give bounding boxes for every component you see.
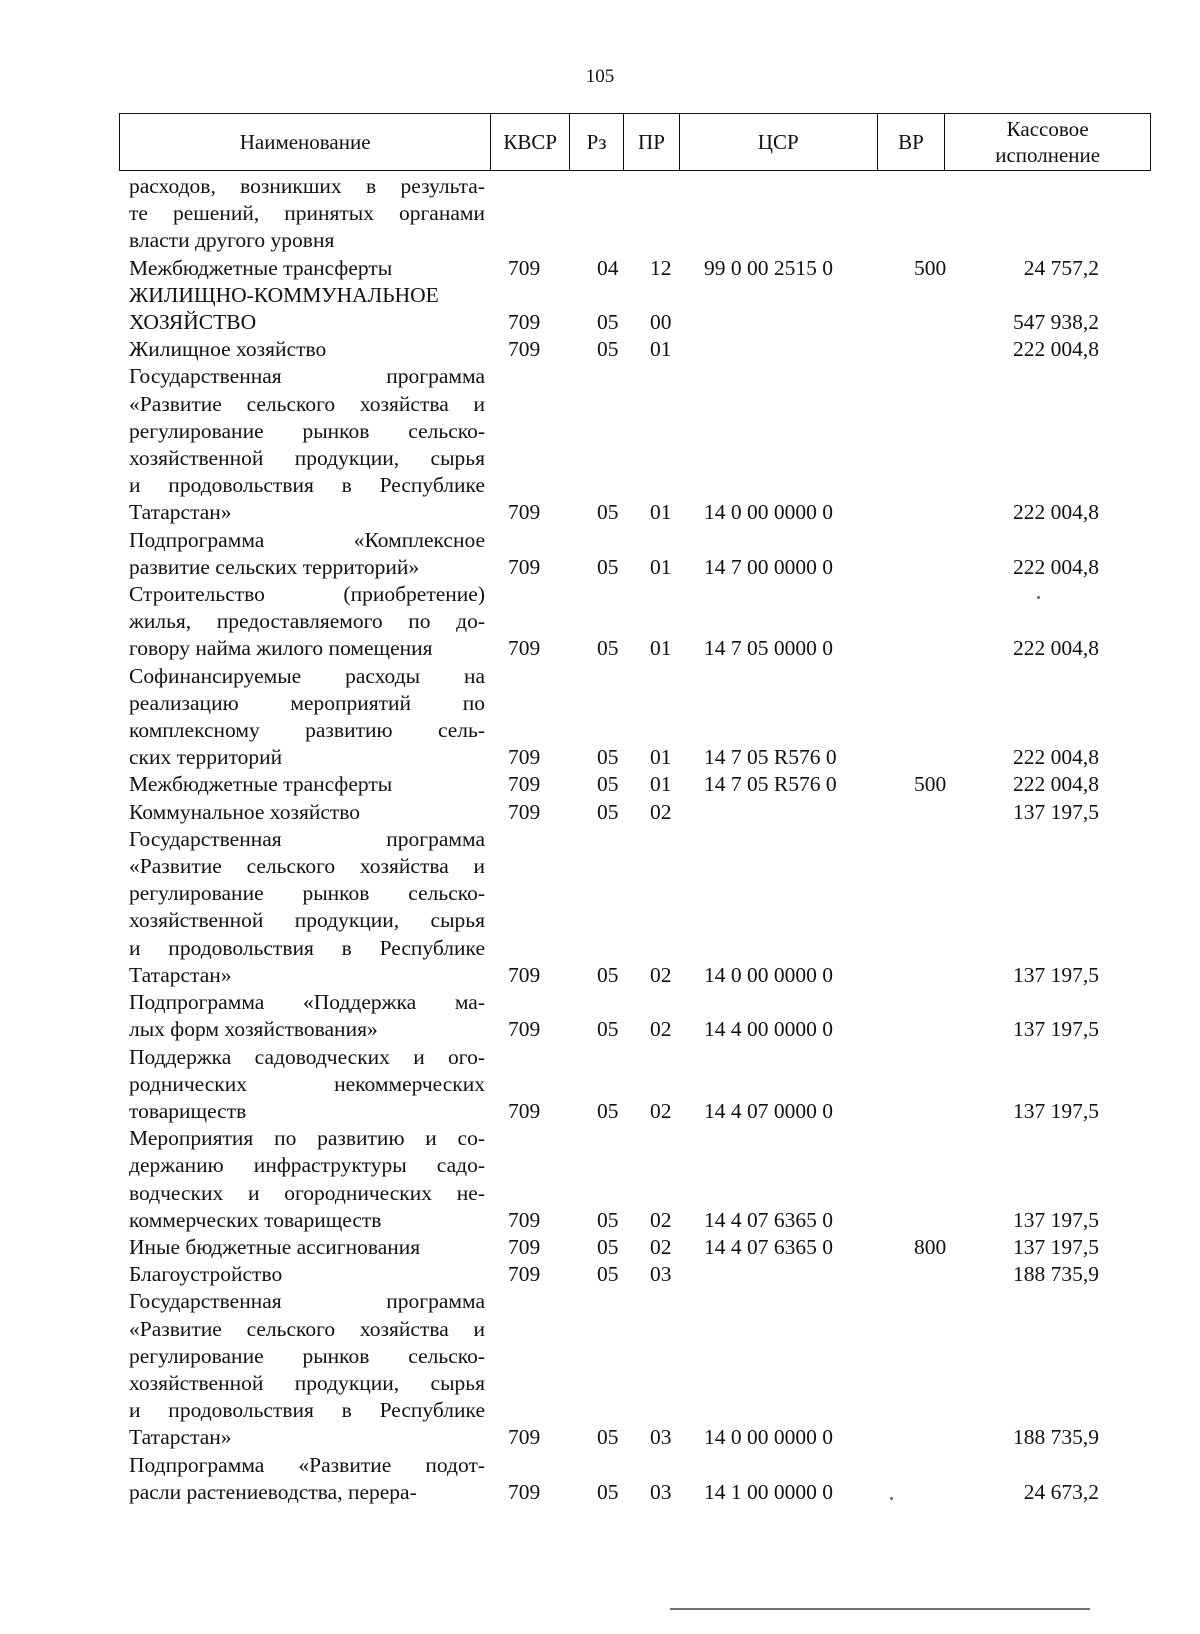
cell-rz: 05 — [597, 1207, 619, 1232]
row-name-line: держанию инфраструктуры садо- — [129, 1153, 485, 1178]
table-row — [119, 771, 1151, 798]
scan-speck — [890, 1497, 893, 1500]
cell-rz: 05 — [597, 554, 619, 579]
row-name-line: хозяйственной продукции, сырья — [129, 1370, 485, 1395]
cell-pr: 02 — [650, 962, 672, 987]
cell-rz: 05 — [597, 1262, 619, 1287]
row-name — [119, 799, 485, 826]
row-name-line: Благоустройство — [129, 1262, 283, 1287]
cell-csr: 14 0 00 0000 0 — [704, 962, 833, 987]
row-name-line: ских территорий — [129, 745, 283, 770]
row-name-line: товариществ — [129, 1098, 247, 1123]
table-row — [119, 282, 1151, 336]
cell-amount: 137 197,5 — [1013, 1234, 1099, 1259]
row-name-line: говору найма жилого помещения — [129, 636, 433, 661]
cell-rz: 05 — [597, 500, 619, 525]
row-name-line: Жилищное хозяйство — [129, 337, 327, 362]
cell-pr: 01 — [650, 500, 672, 525]
page-number: 105 — [585, 66, 615, 87]
cell-csr: 14 4 07 0000 0 — [704, 1098, 833, 1123]
row-name-line: Татарстан» — [129, 1425, 232, 1450]
table-row — [119, 363, 1151, 526]
cell-rz: 05 — [597, 1479, 619, 1504]
cell-kvsr: 709 — [508, 1425, 541, 1450]
cell-csr: 99 0 00 2515 0 — [704, 255, 833, 280]
cell-amount: 222 004,8 — [1013, 337, 1099, 362]
row-name — [119, 527, 485, 581]
cell-amount: 188 735,9 — [1013, 1262, 1099, 1287]
cell-pr: 01 — [650, 337, 672, 362]
row-name — [119, 1044, 485, 1126]
cell-rz: 05 — [597, 337, 619, 362]
table-row — [119, 989, 1151, 1043]
cell-pr: 02 — [650, 1017, 672, 1042]
header-name: Наименование — [120, 114, 491, 170]
cell-kvsr: 709 — [508, 962, 541, 987]
table-row — [119, 173, 1151, 255]
row-name-line: лых форм хозяйствования» — [129, 1017, 378, 1042]
row-name-line: хозяйственной продукции, сырья — [129, 446, 485, 471]
cell-amount: 222 004,8 — [1013, 772, 1099, 797]
cell-amount: 137 197,5 — [1013, 1098, 1099, 1123]
row-name — [119, 363, 485, 526]
row-name-line: Коммунальное хозяйство — [129, 799, 361, 824]
cell-amount: 137 197,5 — [1013, 962, 1099, 987]
cell-rz: 04 — [597, 255, 619, 280]
row-name — [119, 663, 485, 772]
row-name-line: Государственная программа — [129, 364, 485, 389]
table-row — [119, 336, 1151, 363]
cell-kvsr: 709 — [508, 310, 541, 335]
cell-amount: 137 197,5 — [1013, 1207, 1099, 1232]
cell-csr: 14 1 00 0000 0 — [704, 1479, 833, 1504]
cell-csr: 14 4 00 0000 0 — [704, 1017, 833, 1042]
row-name-line: Мероприятия по развитию и со- — [129, 1126, 485, 1151]
cell-kvsr: 709 — [508, 745, 541, 770]
row-name-line: Подпрограмма «Поддержка ма- — [129, 990, 485, 1015]
cell-csr: 14 4 07 6365 0 — [704, 1234, 833, 1259]
cell-rz: 05 — [597, 1017, 619, 1042]
row-name-line: комплексному развитию сель- — [129, 718, 485, 743]
header-amount-line1: Кассовое — [1006, 117, 1089, 141]
cell-rz: 05 — [597, 1098, 619, 1123]
cell-rz: 05 — [597, 799, 619, 824]
table-row — [119, 581, 1151, 663]
header-csr: ЦСР — [680, 114, 878, 170]
row-name — [119, 826, 485, 989]
cell-pr: 03 — [650, 1479, 672, 1504]
cell-kvsr: 709 — [508, 1479, 541, 1504]
row-name — [119, 173, 485, 255]
cell-kvsr: 709 — [508, 799, 541, 824]
table-row — [119, 1261, 1151, 1288]
cell-pr: 02 — [650, 1098, 672, 1123]
cell-kvsr: 709 — [508, 500, 541, 525]
row-name-line: развитие сельских территорий» — [129, 554, 420, 579]
cell-kvsr: 709 — [508, 554, 541, 579]
row-name — [119, 771, 485, 798]
row-name — [119, 282, 485, 336]
cell-pr: 01 — [650, 636, 672, 661]
cell-vr: 500 — [914, 255, 947, 280]
row-name — [119, 989, 485, 1043]
row-name-line: хозяйственной продукции, сырья — [129, 908, 485, 933]
cell-rz: 05 — [597, 1425, 619, 1450]
cell-vr: 800 — [914, 1234, 947, 1259]
cell-amount: 222 004,8 — [1013, 554, 1099, 579]
row-name-line: регулирование рынков сельско- — [129, 881, 485, 906]
row-name-line: роднических некоммерческих — [129, 1071, 485, 1096]
cell-rz: 05 — [597, 1234, 619, 1259]
row-name-line: ЖИЛИЩНО-КОММУНАЛЬНОЕ — [129, 282, 439, 307]
row-name-line: водческих и огороднических не- — [129, 1180, 485, 1205]
row-name — [119, 1261, 485, 1288]
row-name-line: и продовольствия в Республике — [129, 935, 485, 960]
row-name-line: Межбюджетные трансферты — [129, 772, 393, 797]
row-name — [119, 1288, 485, 1451]
cell-pr: 02 — [650, 799, 672, 824]
table-row — [119, 663, 1151, 772]
cell-pr: 00 — [650, 310, 672, 335]
row-name-line: «Развитие сельского хозяйства и — [129, 1316, 485, 1341]
row-name-line: Межбюджетные трансферты — [129, 255, 393, 280]
row-name-line: регулирование рынков сельско- — [129, 418, 485, 443]
row-name — [119, 1125, 485, 1234]
table-row — [119, 1288, 1151, 1451]
cell-pr: 12 — [650, 255, 672, 280]
table-row — [119, 255, 1151, 282]
cell-kvsr: 709 — [508, 1017, 541, 1042]
cell-vr: 500 — [914, 772, 947, 797]
footer-rule — [670, 1608, 1090, 1610]
cell-amount: 188 735,9 — [1013, 1425, 1099, 1450]
cell-amount: 137 197,5 — [1013, 799, 1099, 824]
row-name-line: власти другого уровня — [129, 228, 335, 253]
cell-amount: 222 004,8 — [1013, 500, 1099, 525]
row-name — [119, 581, 485, 663]
row-name — [119, 255, 485, 282]
cell-rz: 05 — [597, 745, 619, 770]
row-name-line: Татарстан» — [129, 962, 232, 987]
cell-kvsr: 709 — [508, 1262, 541, 1287]
row-name-line: реализацию мероприятий по — [129, 690, 485, 715]
row-name-line: Иные бюджетные ассигнования — [129, 1234, 421, 1259]
table-row — [119, 1044, 1151, 1126]
cell-pr: 01 — [650, 554, 672, 579]
header-pr: ПР — [624, 114, 680, 170]
row-name-line: «Развитие сельского хозяйства и — [129, 854, 485, 879]
cell-pr: 02 — [650, 1234, 672, 1259]
row-name-line: жилья, предоставляемого по до- — [129, 609, 485, 634]
header-kvsr: КВСР — [491, 114, 570, 170]
row-name-line: расходов, возникших в результа- — [129, 174, 485, 198]
row-name-line: Подпрограмма «Комплексное — [129, 527, 485, 552]
table-header — [119, 113, 1151, 171]
row-name-line: ХОЗЯЙСТВО — [129, 310, 257, 335]
row-name-line: коммерческих товариществ — [129, 1207, 382, 1232]
scan-speck — [1037, 596, 1040, 599]
cell-csr: 14 7 05 R576 0 — [704, 772, 837, 797]
cell-csr: 14 7 05 0000 0 — [704, 636, 833, 661]
row-name-line: «Развитие сельского хозяйства и — [129, 391, 485, 416]
row-name-line: Государственная программа — [129, 826, 485, 851]
cell-pr: 01 — [650, 745, 672, 770]
row-name-line: Государственная программа — [129, 1289, 485, 1314]
cell-amount: 24 673,2 — [1023, 1479, 1099, 1504]
cell-kvsr: 709 — [508, 1098, 541, 1123]
header-amount — [945, 114, 1150, 170]
cell-kvsr: 709 — [508, 636, 541, 661]
cell-csr: 14 4 07 6365 0 — [704, 1207, 833, 1232]
table-row — [119, 1125, 1151, 1234]
cell-pr: 03 — [650, 1425, 672, 1450]
row-name — [119, 1234, 485, 1261]
row-name-line: и продовольствия в Республике — [129, 473, 485, 498]
row-name-line: Татарстан» — [129, 500, 232, 525]
row-name-line: Софинансируемые расходы на — [129, 663, 485, 688]
row-name-line: те решений, принятых органами — [129, 201, 485, 226]
cell-amount: 137 197,5 — [1013, 1017, 1099, 1042]
table-row — [119, 799, 1151, 826]
table-body — [119, 173, 1151, 1506]
row-name-line: и продовольствия в Республике — [129, 1398, 485, 1423]
cell-kvsr: 709 — [508, 1234, 541, 1259]
row-name-line: Строительство (приобретение) — [129, 582, 485, 607]
row-name-line: расли растениеводства, перера- — [129, 1479, 417, 1504]
cell-rz: 05 — [597, 636, 619, 661]
cell-pr: 02 — [650, 1207, 672, 1232]
cell-csr: 14 0 00 0000 0 — [704, 1425, 833, 1450]
cell-amount: 24 757,2 — [1023, 255, 1099, 280]
cell-csr: 14 7 00 0000 0 — [704, 554, 833, 579]
header-amount-line2: исполнение — [995, 143, 1101, 167]
cell-rz: 05 — [597, 772, 619, 797]
cell-csr: 14 0 00 0000 0 — [704, 500, 833, 525]
cell-kvsr: 709 — [508, 337, 541, 362]
cell-amount: 222 004,8 — [1013, 636, 1099, 661]
cell-csr: 14 7 05 R576 0 — [704, 745, 837, 770]
header-rz: Рз — [570, 114, 624, 170]
cell-kvsr: 709 — [508, 255, 541, 280]
header-vr: ВР — [878, 114, 946, 170]
row-name — [119, 336, 485, 363]
cell-amount: 222 004,8 — [1013, 745, 1099, 770]
row-name-line: Подпрограмма «Развитие подот- — [129, 1452, 485, 1477]
cell-kvsr: 709 — [508, 772, 541, 797]
table-row — [119, 1234, 1151, 1261]
cell-kvsr: 709 — [508, 1207, 541, 1232]
row-name — [119, 1452, 485, 1506]
cell-amount: 547 938,2 — [1013, 310, 1099, 335]
cell-pr: 01 — [650, 772, 672, 797]
table-row — [119, 826, 1151, 989]
cell-pr: 03 — [650, 1262, 672, 1287]
cell-rz: 05 — [597, 310, 619, 335]
row-name-line: Поддержка садоводческих и ого- — [129, 1044, 485, 1069]
row-name-line: регулирование рынков сельско- — [129, 1343, 485, 1368]
table-row — [119, 1452, 1151, 1506]
table-row — [119, 527, 1151, 581]
cell-rz: 05 — [597, 962, 619, 987]
